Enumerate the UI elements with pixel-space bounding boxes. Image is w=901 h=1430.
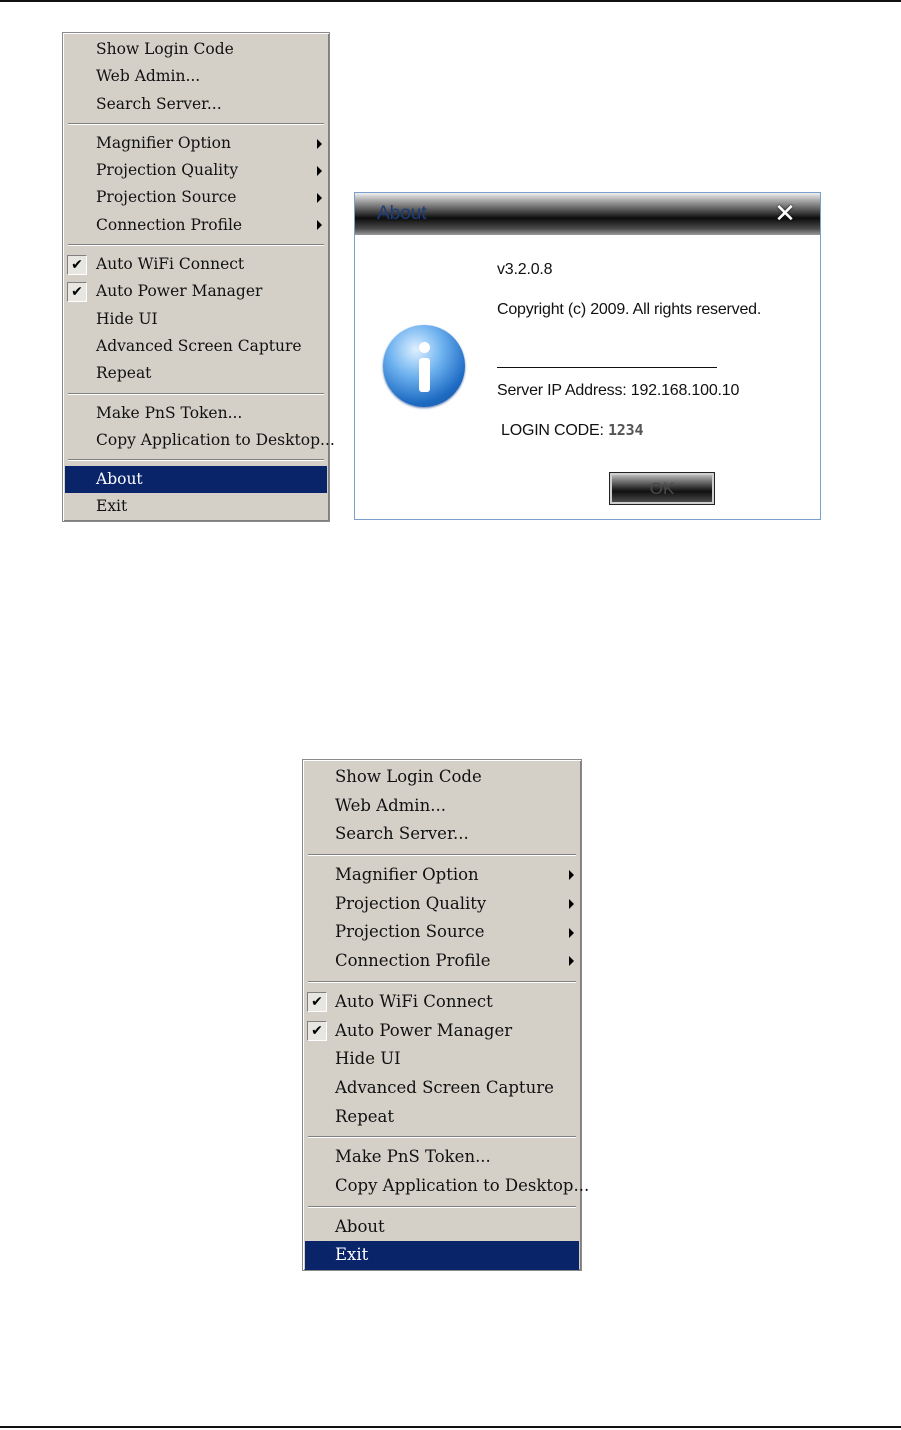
page-top-rule [0,0,901,2]
menu-item-auto-wifi-connect[interactable] [305,988,579,1017]
copyright-text: Copyright (c) 2009. All rights reserved. [497,301,762,318]
menu-item-exit[interactable] [65,493,327,520]
menu-item-make-pns-token[interactable] [65,400,327,427]
page-bottom-rule [0,1426,901,1428]
menu-item-projection-quality[interactable] [65,157,327,184]
check-icon: ✔ [307,992,327,1012]
menu-item-magnifier-option[interactable] [65,130,327,157]
menu-item-copy-application-to-desktop[interactable] [305,1172,590,1201]
menu-item-search-server[interactable] [305,820,579,849]
menu-separator [68,244,324,246]
menu-separator [68,123,324,125]
menu-item-connection-profile[interactable] [305,947,579,976]
login-code-label: LOGIN CODE: [501,422,604,439]
menu-item-label: Magnifier Option [335,865,479,885]
menu-item-label: About [335,1216,385,1236]
menu-item-label: Auto WiFi Connect [96,255,245,274]
about-dialog-titlebar[interactable] [355,193,820,235]
submenu-arrow-icon [569,956,574,966]
menu-item-repeat[interactable] [305,1103,579,1132]
menu-item-label: Web Admin... [96,67,201,86]
info-icon [383,325,465,407]
context-menu-top [62,32,335,522]
menu-item-label: Projection Source [96,188,237,207]
submenu-arrow-icon [317,220,322,230]
check-icon: ✔ [67,282,87,302]
menu-item-auto-power-manager[interactable] [305,1017,579,1046]
menu-item-about[interactable] [305,1213,579,1242]
ok-button[interactable]: OK [609,472,715,505]
menu-item-label: Show Login Code [335,767,482,786]
menu-separator [308,1136,576,1138]
submenu-arrow-icon [569,870,574,880]
check-icon: ✔ [307,1021,327,1041]
version-text: v3.2.0.8 [497,261,553,278]
menu-item-copy-application-to-desktop[interactable] [65,427,335,454]
menu-item-label: Repeat [335,1106,394,1126]
check-icon: ✔ [67,255,87,275]
menu-item-projection-source[interactable] [305,918,579,947]
close-icon[interactable]: ✕ [774,198,796,228]
menu-item-show-login-code[interactable] [305,763,579,792]
menu-item-make-pns-token[interactable] [305,1143,579,1172]
submenu-arrow-icon [317,166,322,176]
menu-item-hide-ui[interactable] [305,1045,579,1074]
menu-item-label: Connection Profile [96,215,243,234]
about-dialog-title: About [377,203,427,224]
menu-item-label: Copy Application to Desktop... [96,430,335,449]
menu-item-label: About [96,470,143,489]
menu-item-label: Repeat [96,364,152,383]
submenu-arrow-icon [317,193,322,203]
menu-item-advanced-screen-capture[interactable] [305,1074,579,1103]
server-ip-text: Server IP Address: 192.168.100.10 [497,382,740,399]
divider-line [497,367,717,368]
menu-separator [308,1206,576,1208]
menu-item-auto-power-manager[interactable] [65,278,327,305]
submenu-arrow-icon [569,899,574,909]
menu-item-label: Search Server... [335,824,469,844]
menu-item-label: Auto Power Manager [335,1020,513,1040]
menu-item-exit[interactable] [305,1241,579,1270]
menu-separator [68,459,324,461]
menu-item-about[interactable] [65,466,327,493]
menu-item-projection-source[interactable] [65,184,327,211]
menu-item-label: Show Login Code [96,40,234,58]
menu-item-hide-ui[interactable] [65,306,327,333]
menu-item-label: Make PnS Token... [335,1147,491,1167]
menu-item-label: Magnifier Option [96,133,231,152]
menu-item-label: Advanced Screen Capture [335,1077,554,1097]
menu-item-label: Hide UI [96,309,158,328]
menu-item-connection-profile[interactable] [65,212,327,239]
menu-item-projection-quality[interactable] [305,890,579,919]
menu-separator [308,854,576,856]
menu-item-label: Exit [96,497,128,516]
menu-item-show-login-code[interactable] [65,36,327,63]
about-dialog-content [399,242,775,478]
menu-item-label: Auto Power Manager [96,282,263,301]
menu-item-label: Projection Source [335,922,485,942]
menu-item-advanced-screen-capture[interactable] [65,333,327,360]
menu-item-auto-wifi-connect[interactable] [65,251,327,278]
menu-item-label: Connection Profile [335,951,491,971]
login-code-row [501,421,643,440]
context-menu-bottom [302,759,590,1271]
menu-separator [68,393,324,395]
about-dialog [354,192,821,520]
submenu-arrow-icon [569,928,574,938]
menu-item-label: Projection Quality [335,893,487,913]
menu-item-label: Projection Quality [96,161,239,180]
menu-item-label: Search Server... [96,94,222,113]
menu-item-web-admin[interactable] [65,63,327,90]
menu-item-web-admin[interactable] [305,792,579,821]
menu-item-label: Hide UI [335,1049,401,1069]
menu-separator [308,981,576,983]
menu-item-label: Exit [335,1245,369,1265]
menu-item-label: Advanced Screen Capture [96,336,302,355]
menu-item-label: Web Admin... [335,795,446,815]
menu-item-label: Make PnS Token... [96,403,243,422]
menu-item-magnifier-option[interactable] [305,861,579,890]
menu-item-repeat[interactable] [65,360,327,387]
menu-item-label: Auto WiFi Connect [335,991,493,1011]
menu-item-search-server[interactable] [65,91,327,118]
menu-item-label: Copy Application to Desktop... [335,1175,590,1195]
login-code-value: 1234 [607,421,644,439]
submenu-arrow-icon [317,139,322,149]
